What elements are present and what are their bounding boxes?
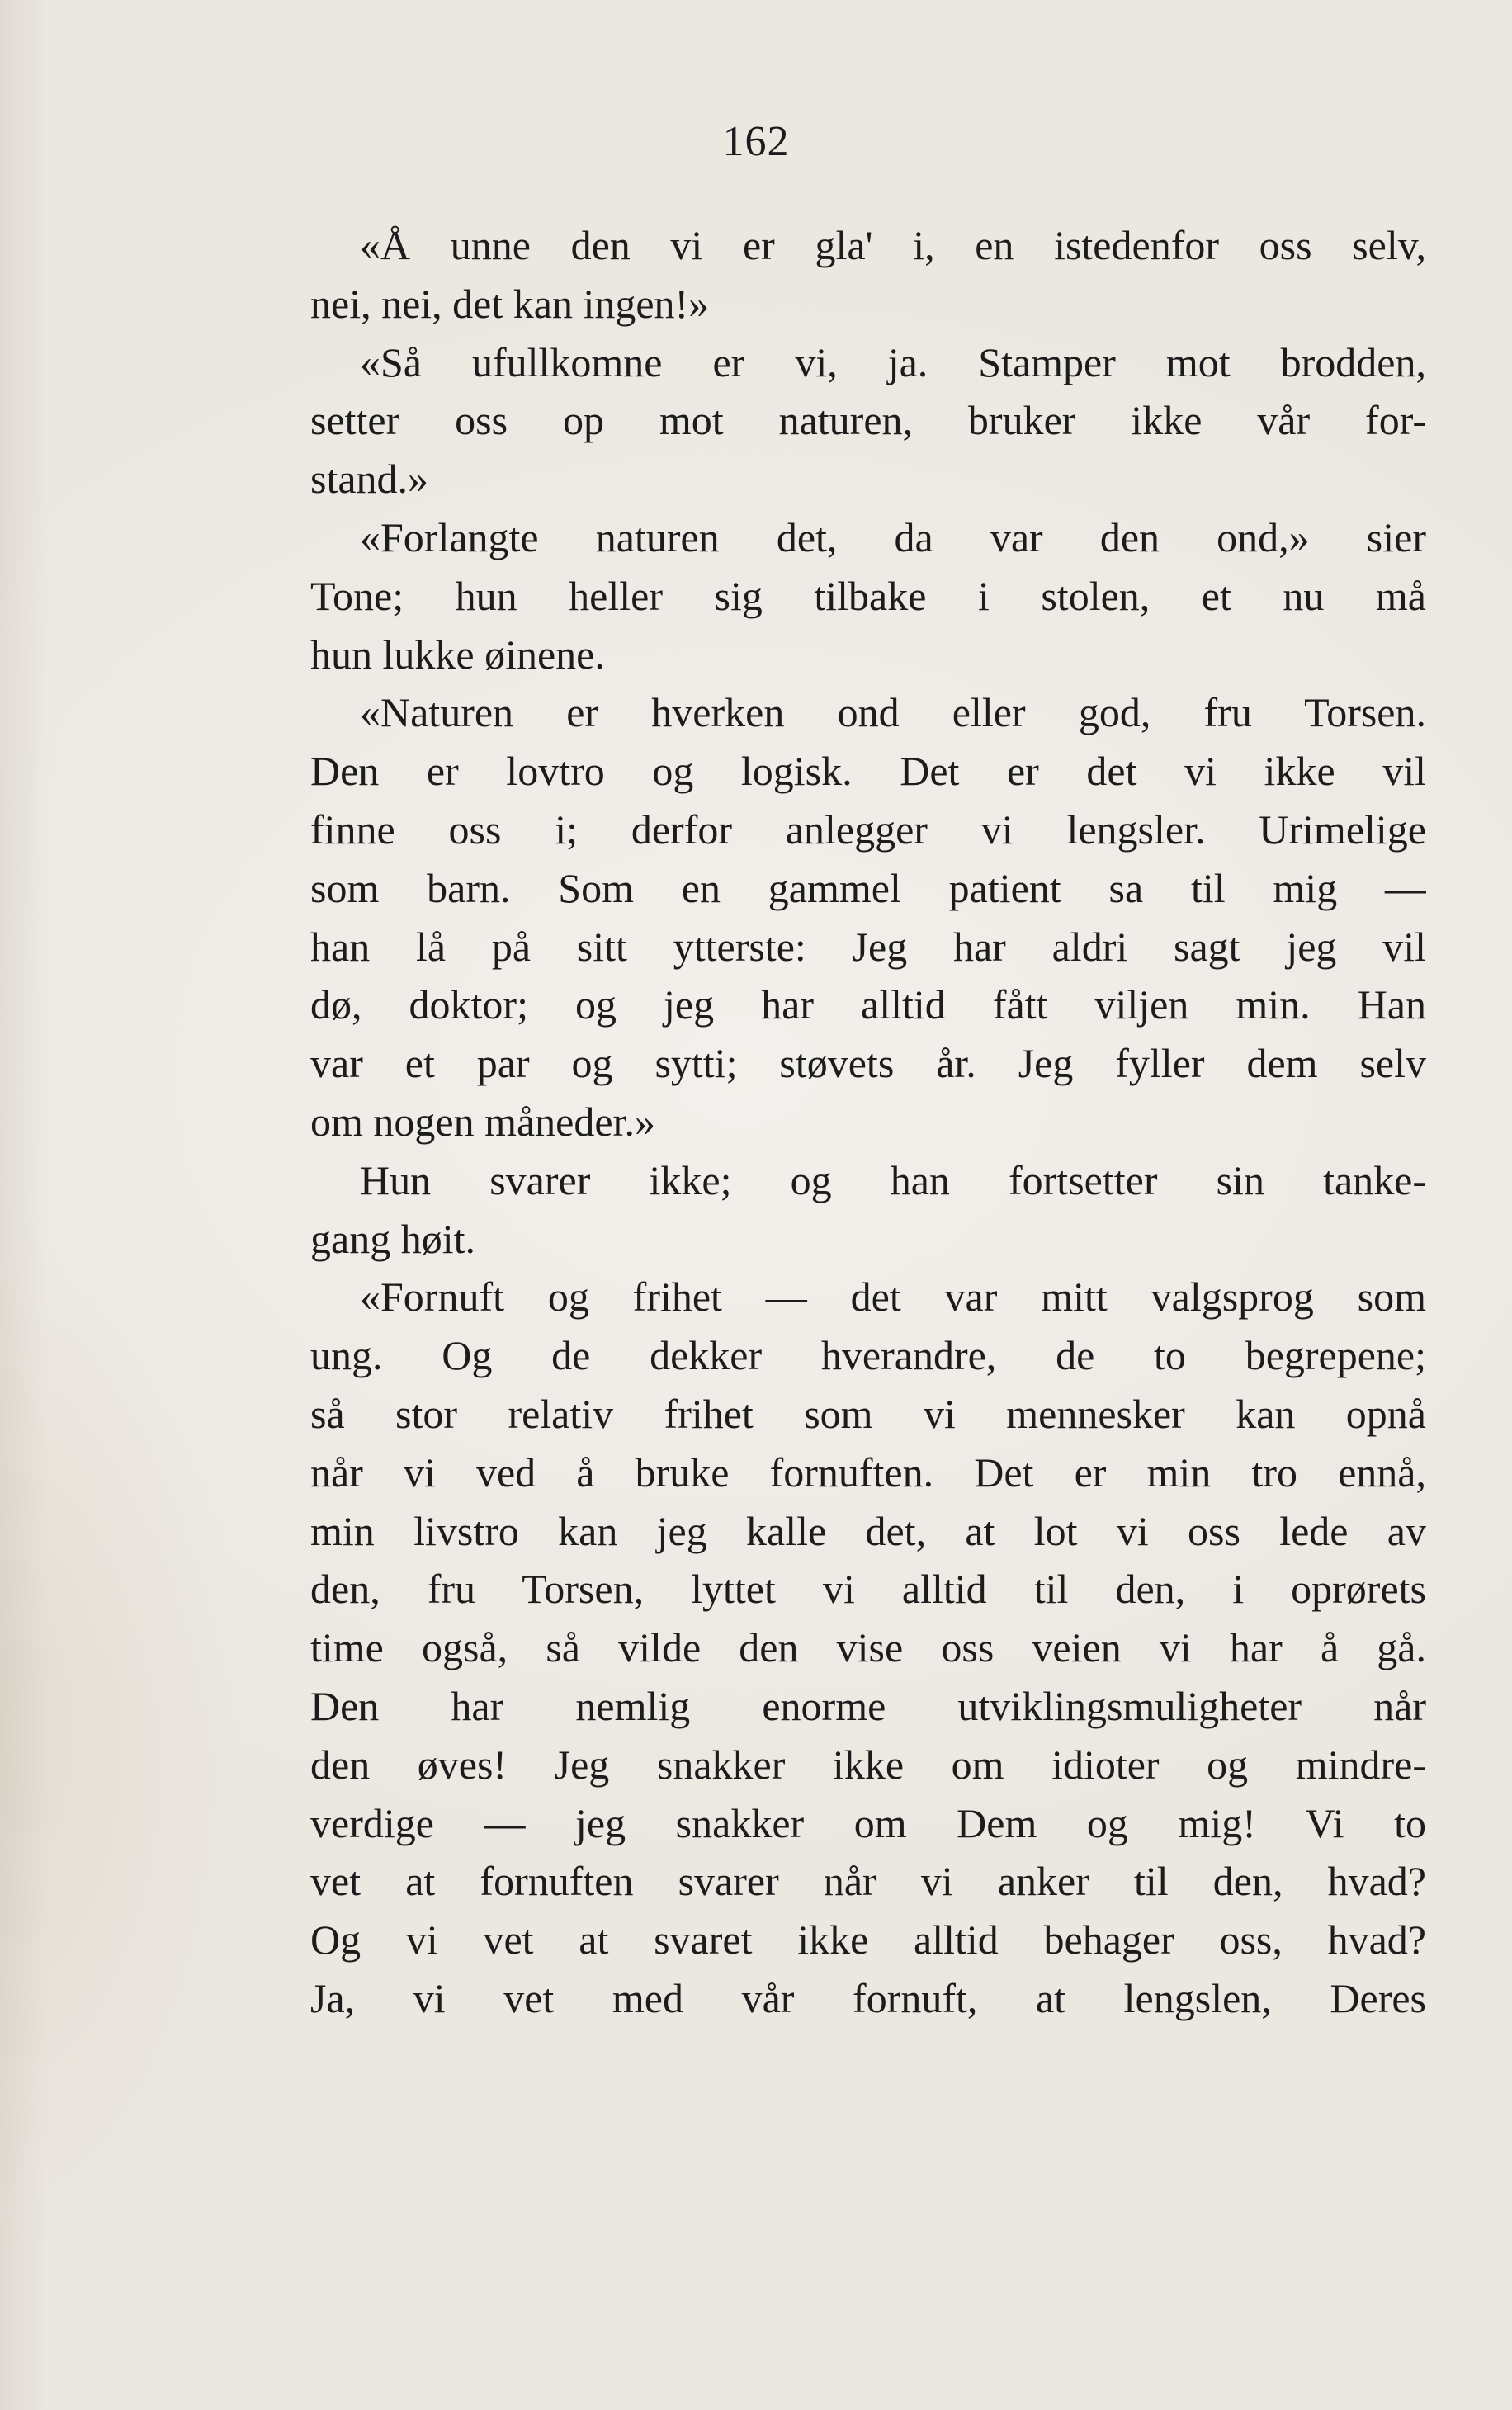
- text-line: «Forlangte naturen det, da var den ond,» sier: [360, 513, 1426, 560]
- text-line: Hun svarer ikke; og han fortsetter sin tanke-: [360, 1156, 1426, 1203]
- text-line: ung. Og de dekker hverandre, de to begrepene;: [310, 1332, 1426, 1379]
- text-line: «Naturen er hverken ond eller god, fru Torsen.: [360, 689, 1426, 736]
- text-line: dø, doktor; og jeg har alltid fått viljen min. Han: [310, 981, 1426, 1028]
- text-line: han lå på sitt ytterste: Jeg har aldri sagt jeg vil: [310, 923, 1426, 970]
- body-text: [310, 216, 1426, 2028]
- text-line: time også, så vilde den vise oss veien vi har å gå.: [310, 1624, 1426, 1671]
- text-line: vet at fornuften svarer når vi anker til den, hvad?: [310, 1858, 1426, 1905]
- text-line: stand.»: [310, 456, 429, 503]
- text-line: Tone; hun heller sig tilbake i stolen, et nu må: [310, 572, 1426, 619]
- text-line: nei, nei, det kan ingen!»: [310, 280, 710, 327]
- text-line: «Å unne den vi er gla' i, en istedenfor oss selv,: [360, 222, 1426, 268]
- text-line: så stor relativ frihet som vi mennesker kan opnå: [310, 1390, 1426, 1437]
- text-line: finne oss i; derfor anlegger vi lengsler. Urimelige: [310, 806, 1426, 853]
- text-line: når vi ved å bruke fornuften. Det er min tro ennå,: [310, 1448, 1426, 1496]
- text-line: om nogen måneder.»: [310, 1098, 655, 1145]
- text-line: den øves! Jeg snakker ikke om idioter og mindre-: [310, 1741, 1426, 1788]
- text-line: Og vi vet at svaret ikke alltid behager oss, hvad?: [310, 1916, 1426, 1963]
- text-line: hun lukke øinene.: [310, 631, 605, 678]
- text-line: var et par og sytti; støvets år. Jeg fyller dem selv: [310, 1040, 1426, 1087]
- text-line: min livstro kan jeg kalle det, at lot vi oss lede av: [310, 1507, 1426, 1554]
- text-line: den, fru Torsen, lyttet vi alltid til den, i oprørets: [310, 1566, 1426, 1613]
- text-line: Den er lovtro og logisk. Det er det vi ikke vil: [310, 748, 1426, 795]
- page-number: 162: [722, 118, 790, 165]
- text-line: «Fornuft og frihet — det var mitt valgsprog som: [360, 1274, 1426, 1321]
- text-line: Den har nemlig enorme utviklingsmuligheter når: [310, 1682, 1426, 1729]
- text-line: verdige — jeg snakker om Dem og mig! Vi to: [310, 1799, 1426, 1846]
- text-line: som barn. Som en gammel patient sa til mig —: [310, 864, 1426, 911]
- text-line: «Så ufullkomne er vi, ja. Stamper mot brodden,: [360, 338, 1426, 385]
- text-line: gang høit.: [310, 1215, 475, 1262]
- text-line: Ja, vi vet med vår fornuft, at lengslen, Deres: [310, 1974, 1426, 2021]
- page-edge-shadow: [0, 0, 50, 2410]
- text-line: setter oss op mot naturen, bruker ikke vår for-: [310, 397, 1426, 444]
